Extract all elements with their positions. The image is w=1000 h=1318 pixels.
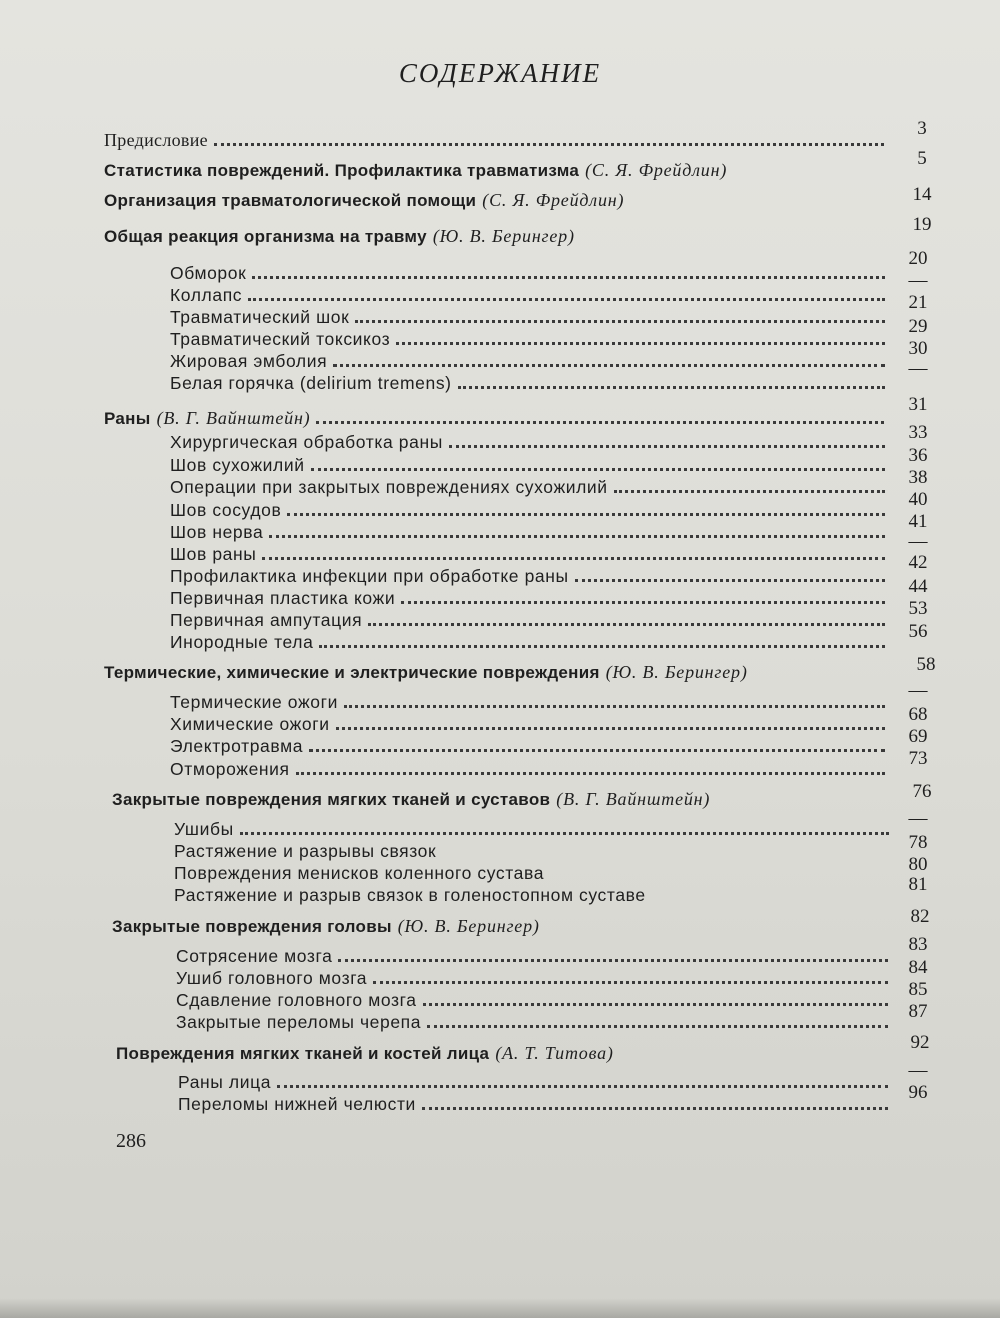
toc-entry-title: Шов нерва xyxy=(170,522,264,542)
toc-page-number: 30 xyxy=(908,338,928,359)
toc-page-number: 19 xyxy=(912,214,932,235)
toc-page-number: — xyxy=(908,808,928,829)
toc-entry-title: Сотрясение мозга xyxy=(176,946,333,966)
toc-entry xyxy=(112,789,892,810)
dot-leader xyxy=(368,623,885,626)
toc-page-number: 31 xyxy=(908,394,928,415)
toc-entry xyxy=(170,373,885,394)
dot-leader xyxy=(240,832,889,835)
toc-entry-author: (С. Я. Фрейдлин) xyxy=(585,160,728,180)
dot-leader xyxy=(262,557,885,560)
toc-entry xyxy=(170,692,885,713)
toc-entry-title: Травматический шок xyxy=(170,307,350,327)
toc-entry-author: (В. Г. Вайнштейн) xyxy=(556,789,711,809)
toc-page-number: 38 xyxy=(908,467,928,488)
toc-entry xyxy=(170,500,885,521)
toc-page-number: 40 xyxy=(908,489,928,510)
toc-entry-title: Электротравма xyxy=(170,736,304,756)
toc-entry-title: Общая реакция организма на травму xyxy=(104,227,427,246)
dot-leader xyxy=(423,1003,888,1006)
toc-entry-title: Растяжение и разрывы связок xyxy=(174,841,437,861)
toc-entry xyxy=(170,588,885,609)
dot-leader xyxy=(287,513,885,516)
toc-entry-title: Отморожения xyxy=(170,759,290,779)
toc-entry xyxy=(104,190,884,211)
toc-entry-title: Хирургическая обработка раны xyxy=(170,432,443,452)
toc-entry-title: Организация травматологической помощи xyxy=(104,191,477,210)
toc-entry-title: Термические, химические и электрические повреждения xyxy=(104,663,600,682)
toc-entry xyxy=(176,1012,888,1033)
toc-entry-title: Коллапс xyxy=(170,285,243,305)
dot-leader xyxy=(344,705,885,708)
toc-page-number: 3 xyxy=(917,118,927,139)
dot-leader xyxy=(458,386,885,389)
toc-entry xyxy=(170,632,885,653)
toc-entry xyxy=(170,566,885,587)
toc-entry xyxy=(170,329,885,350)
toc-page-number: 92 xyxy=(910,1032,930,1053)
toc-entry-title: Шов раны xyxy=(170,544,257,564)
toc-entry xyxy=(170,477,885,498)
toc-entry xyxy=(170,522,885,543)
dot-leader xyxy=(427,1025,888,1028)
toc-entry-author: (В. Г. Вайнштейн) xyxy=(156,408,311,428)
toc-page-number: 29 xyxy=(908,316,928,337)
toc-entry xyxy=(178,1094,888,1115)
toc-entry-title: Белая горячка (delirium tremens) xyxy=(170,373,452,393)
toc-entry-title: Операции при закрытых повреждениях сухожилий xyxy=(170,477,608,497)
toc-entry-title: Травматический токсикоз xyxy=(170,329,391,349)
dot-leader xyxy=(316,421,884,424)
toc-page-number: 21 xyxy=(908,292,928,313)
toc-entry-title: Первичная ампутация xyxy=(170,610,363,630)
toc-page-number: — xyxy=(908,270,928,291)
toc-page-number: 81 xyxy=(908,874,928,895)
dot-leader xyxy=(575,579,885,582)
toc-entry xyxy=(116,1043,892,1064)
toc-entry-title: Закрытые переломы черепа xyxy=(176,1012,422,1032)
toc-page-number: 36 xyxy=(908,445,928,466)
toc-entry-title: Профилактика инфекции при обработке раны xyxy=(170,566,569,586)
dot-leader xyxy=(333,364,885,367)
toc-entry xyxy=(170,351,885,372)
toc-entry-title: Закрытые повреждения мягких тканей и суставов xyxy=(112,790,551,809)
toc-page-number: 85 xyxy=(908,979,928,1000)
toc-page-number: 42 xyxy=(908,552,928,573)
toc-page-number: — xyxy=(908,1060,928,1081)
toc-entry-title: Ушиб головного мозга xyxy=(176,968,368,988)
toc-entry xyxy=(170,432,885,453)
toc-entry-title: Ушибы xyxy=(174,819,234,839)
toc-page-number: 5 xyxy=(917,148,927,169)
toc-entry xyxy=(170,285,885,306)
toc-page-number: 84 xyxy=(908,957,928,978)
toc-entry xyxy=(170,759,885,780)
dot-leader xyxy=(449,445,885,448)
dot-leader xyxy=(355,320,885,323)
toc-entry xyxy=(170,736,885,757)
toc-entry-title: Шов сухожилий xyxy=(170,455,305,475)
toc-entry-title: Первичная пластика кожи xyxy=(170,588,396,608)
page-title: СОДЕРЖАНИЕ xyxy=(398,58,602,88)
toc-entry-author: (С. Я. Фрейдлин) xyxy=(482,190,625,210)
dot-leader xyxy=(277,1085,888,1088)
toc-page-number: — xyxy=(908,358,928,379)
toc-entry xyxy=(112,916,892,937)
dot-leader xyxy=(422,1107,888,1110)
dot-leader xyxy=(401,601,885,604)
dot-leader xyxy=(248,298,885,301)
toc-entry xyxy=(170,714,885,735)
toc-entry xyxy=(170,610,885,631)
toc-entry-author: (А. Т. Титова) xyxy=(495,1043,614,1063)
toc-entry-title: Раны лица xyxy=(178,1072,272,1092)
toc-entry xyxy=(176,968,888,989)
toc-page-number: 73 xyxy=(908,748,928,769)
toc-entry xyxy=(176,990,888,1011)
toc-entry-title: Растяжение и разрыв связок в голеностопном суставе xyxy=(174,885,646,905)
toc-entry-author: (Ю. В. Берингер) xyxy=(432,226,575,246)
page-number: 286 xyxy=(116,1130,146,1152)
toc-entry-title: Закрытые повреждения головы xyxy=(112,917,392,936)
dot-leader xyxy=(309,749,885,752)
toc-page-number: 68 xyxy=(908,704,928,725)
dot-leader xyxy=(311,468,885,471)
dot-leader xyxy=(214,143,884,146)
toc-entry-title: Предисловие xyxy=(104,130,208,150)
toc-entry-title: Сдавление головного мозга xyxy=(176,990,417,1010)
toc-page-number: 14 xyxy=(912,184,932,205)
dot-leader xyxy=(373,981,888,984)
toc-page-number: 41 xyxy=(908,511,928,532)
toc-page-number: — xyxy=(908,680,928,701)
dot-leader xyxy=(252,276,885,279)
toc-entry-title: Повреждения менисков коленного сустава xyxy=(174,863,545,883)
toc-entry xyxy=(174,885,889,906)
toc-entry-author: (Ю. В. Берингер) xyxy=(397,916,540,936)
toc-entry xyxy=(104,130,884,151)
dot-leader xyxy=(296,772,885,775)
toc-page-number: 44 xyxy=(908,576,928,597)
toc-page-number: 20 xyxy=(908,248,928,269)
toc-entry-title: Повреждения мягких тканей и костей лица xyxy=(116,1044,490,1063)
toc-page-number: 96 xyxy=(908,1082,928,1103)
toc-entry-title: Химические ожоги xyxy=(170,714,330,734)
dot-leader xyxy=(319,645,885,648)
toc-entry xyxy=(176,946,888,967)
toc-entry xyxy=(104,160,884,181)
dot-leader xyxy=(338,959,888,962)
toc-entry xyxy=(170,544,885,565)
toc-entry-title: Раны xyxy=(104,409,151,428)
dot-leader xyxy=(336,727,885,730)
toc-page-number: 69 xyxy=(908,726,928,747)
toc-entry-title: Инородные тела xyxy=(170,632,314,652)
toc-entry xyxy=(170,307,885,328)
toc-page-number: — xyxy=(908,531,928,552)
dot-leader xyxy=(269,535,885,538)
toc-entry-title: Термические ожоги xyxy=(170,692,338,712)
toc-entry xyxy=(104,662,894,683)
toc-page-number: 53 xyxy=(908,598,928,619)
toc-entry xyxy=(104,408,884,429)
toc-entry xyxy=(174,819,889,840)
toc-page-number: 76 xyxy=(912,781,932,802)
toc-entry xyxy=(104,226,884,247)
toc-page-number: 87 xyxy=(908,1001,928,1022)
toc-page-number: 58 xyxy=(916,654,936,675)
toc-page-number: 82 xyxy=(910,906,930,927)
toc-entry xyxy=(174,841,889,862)
toc-entry-title: Статистика повреждений. Профилактика травматизма xyxy=(104,161,580,180)
toc-page-number: 80 xyxy=(908,854,928,875)
toc-entry xyxy=(178,1072,888,1093)
dot-leader xyxy=(396,342,885,345)
page-edge-shadow xyxy=(0,1298,1000,1318)
toc-entry-author: (Ю. В. Берингер) xyxy=(605,662,748,682)
toc-entry xyxy=(170,455,885,476)
toc-entry xyxy=(174,863,889,884)
dot-leader xyxy=(614,490,885,493)
toc-entry xyxy=(170,263,885,284)
toc-entry-title: Жировая эмболия xyxy=(170,351,328,371)
toc-page-number: 78 xyxy=(908,832,928,853)
toc-page-number: 56 xyxy=(908,621,928,642)
toc-entry-title: Переломы нижней челюсти xyxy=(178,1094,416,1114)
toc-entry-title: Шов сосудов xyxy=(170,500,282,520)
toc-page-number: 33 xyxy=(908,422,928,443)
toc-entry-title: Обморок xyxy=(170,263,247,283)
toc-page-number: 83 xyxy=(908,934,928,955)
